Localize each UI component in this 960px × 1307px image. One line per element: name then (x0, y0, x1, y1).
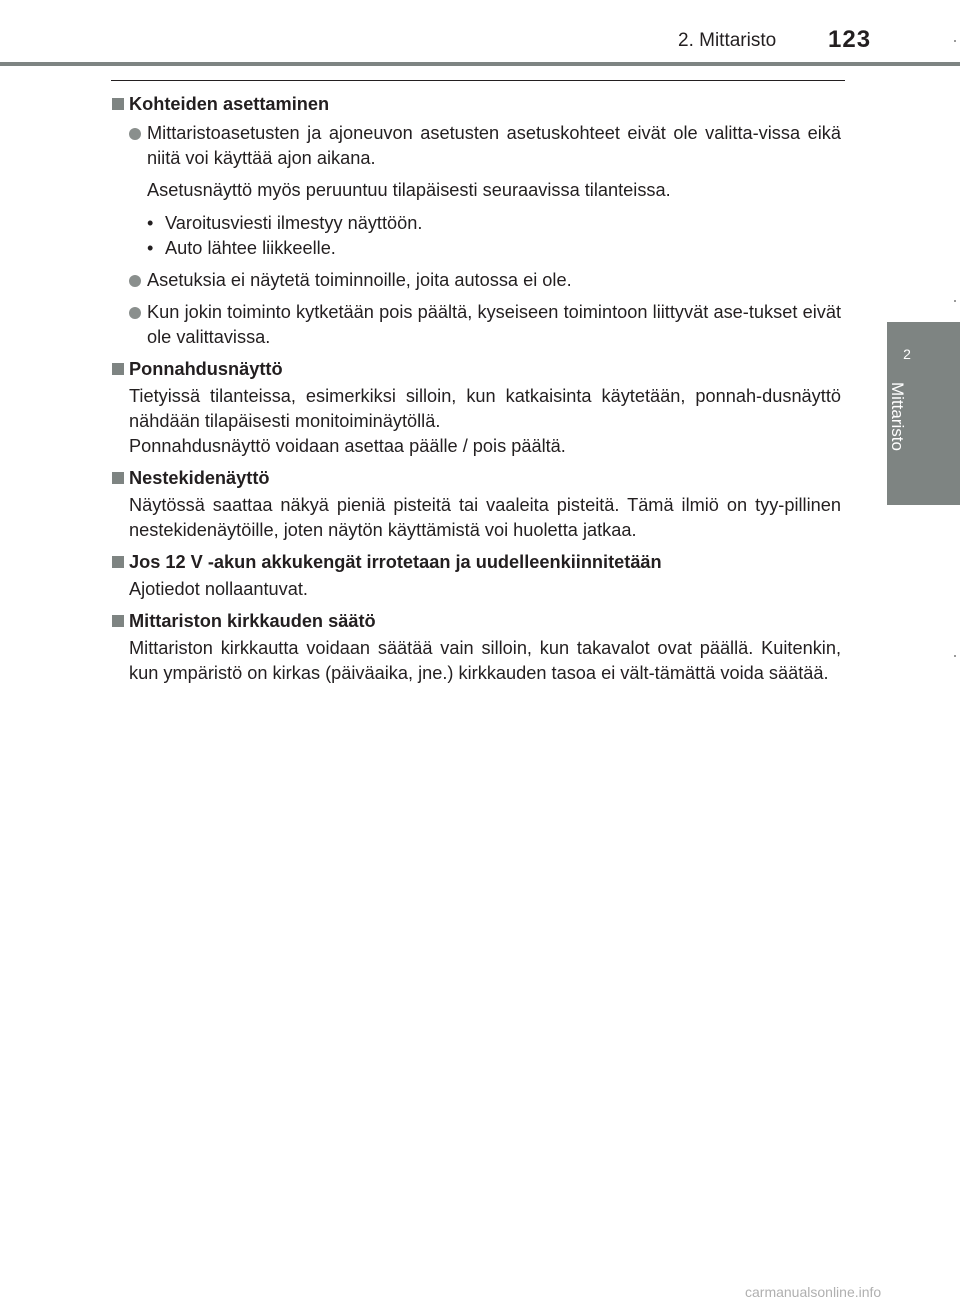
bullet-item: • Auto lähtee liikkeelle. (147, 236, 841, 261)
note-paragraph: Asetusnäyttö myös peruuntuu tilapäisesti seuraavissa tilanteissa. (147, 180, 671, 200)
section-paragraph: Ajotiedot nollaantuvat. (129, 579, 308, 599)
trim-mark (954, 300, 956, 302)
heading-text: Jos 12 V -akun akkukengät irrotetaan ja uudelleenkiinnitetään (129, 552, 662, 572)
heading-text: Mittariston kirkkauden säätö (129, 611, 376, 631)
list-item (111, 121, 841, 171)
list-item-text: Kun jokin toiminto kytketään pois päältä, kyseiseen toimintoon liittyvät ase-tukset eivät ole valittavissa. (147, 302, 841, 347)
section-heading (111, 357, 841, 382)
section-heading (111, 92, 841, 117)
heading-text: Ponnahdusnäyttö (129, 359, 283, 379)
trim-mark (954, 655, 956, 657)
section-paragraph: Mittariston kirkkautta voidaan säätää vain silloin, kun takavalot ovat päällä. Kuitenkin, kun ympäristö on kirkas (päiväaika, jne.) kirkkauden tasoa ei vält-tämättä voida säätää. (129, 638, 841, 683)
page-number: 123 (828, 26, 872, 53)
square-bullet-icon (112, 363, 124, 375)
list-item (111, 268, 841, 293)
square-bullet-icon (112, 556, 124, 568)
section-heading (111, 466, 841, 491)
section-paragraph: Ponnahdusnäyttö voidaan asettaa päälle / pois päältä. (129, 436, 566, 456)
square-bullet-icon (112, 98, 124, 110)
heading-text: Kohteiden asettaminen (129, 94, 330, 114)
square-bullet-icon (112, 472, 124, 484)
header-bar (0, 62, 960, 66)
section-paragraph: Näytössä saattaa näkyä pieniä pisteitä tai vaaleita pisteitä. Tämä ilmiö on tyy-pillinen nestekidenäytöille, joten näytön käyttämistä voi huoletta jatkaa. (129, 495, 841, 540)
heading-text: Nestekidenäyttö (129, 468, 270, 488)
circle-bullet-icon (129, 307, 141, 319)
trim-mark (954, 40, 956, 42)
circle-bullet-icon (129, 128, 141, 140)
watermark-link[interactable]: carmanualsonline.info (745, 1284, 882, 1300)
page-content (111, 92, 841, 686)
chapter-number: 2 (903, 346, 911, 362)
top-rule (111, 80, 845, 81)
bullet-item: • Varoitusviesti ilmestyy näyttöön. (147, 211, 841, 236)
bullet-list (111, 211, 841, 261)
list-item (111, 300, 841, 350)
section-heading (111, 550, 841, 575)
square-bullet-icon (112, 615, 124, 627)
chapter-side-tab[interactable]: 2 Mittaristo (887, 322, 960, 505)
header-section-title: 2. Mittaristo (678, 30, 777, 51)
circle-bullet-icon (129, 275, 141, 287)
section-heading (111, 609, 841, 634)
section-paragraph: Tietyissä tilanteissa, esimerkiksi silloin, kun katkaisinta käytetään, ponnah-dusnäyttö nähdään tilapäisesti monitoiminäytöllä. (129, 386, 841, 431)
list-item-text: Asetuksia ei näytetä toiminnoille, joita autossa ei ole. (147, 270, 572, 290)
list-item-text: Mittaristoasetusten ja ajoneuvon asetusten asetuskohteet eivät ole valitta-vissa eikä niitä voi käyttää ajon aikana. (147, 123, 841, 168)
